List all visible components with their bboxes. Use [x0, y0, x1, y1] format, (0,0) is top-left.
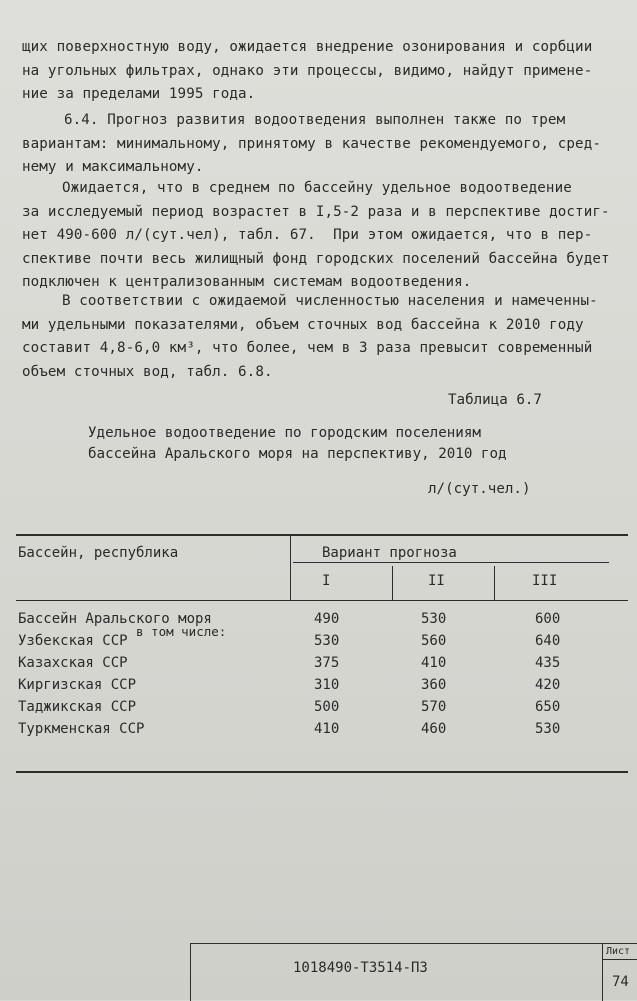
title-block-stamp: [190, 943, 637, 1001]
text-line: нет 490-600 л/(сут.чел), табл. 67. При этом ожидается, что в пер-: [22, 227, 593, 243]
cell-variant-3: 420: [535, 677, 561, 693]
cell-variant-3: 435: [535, 655, 561, 671]
table-row: [18, 611, 618, 633]
row-name: Бассейн Аральского моря: [18, 611, 212, 627]
cell-variant-3: 640: [535, 633, 561, 649]
cell-variant-2: 360: [421, 677, 447, 693]
cell-variant-2: 460: [421, 721, 447, 737]
text-line: за исследуемый период возрастет в I,5-2 раза и в перспективе достиг-: [22, 203, 610, 220]
header-variant-3: III: [532, 573, 558, 589]
text-line: на угольных фильтрах, однако эти процессы, видимо, найдут примене-: [22, 62, 593, 79]
header-variant: Вариант прогноза: [322, 545, 457, 561]
text-line: щих поверхностную воду, ожидается внедрение озонирования и сорбции: [22, 39, 593, 55]
paragraph-wastewater-volume: [22, 290, 622, 384]
row-name: Киргизская ССР: [18, 677, 137, 693]
table-row: [18, 655, 618, 677]
cell-variant-1: 490: [314, 611, 340, 627]
text-line: В соответствии с ожидаемой численностью населения и намеченны-: [62, 293, 598, 309]
text-line: составит 4,8-6,0 км³, что более, чем в 3 раза превысит современный: [22, 340, 593, 356]
text-line: нему и максимальному.: [22, 159, 204, 175]
table-top-rule: [16, 534, 628, 536]
cell-variant-1: 410: [314, 721, 340, 737]
sheet-divider: [603, 959, 637, 960]
cell-variant-3: 530: [535, 721, 561, 737]
column-divider: [494, 566, 495, 600]
text-line: подключен к централизованным системам водоотведения.: [22, 274, 472, 290]
cell-variant-2: 570: [421, 699, 447, 715]
table-header-rule: [16, 600, 628, 601]
cell-variant-2: 560: [421, 633, 447, 649]
cell-variant-1: 375: [314, 655, 340, 671]
cell-variant-1: 500: [314, 699, 340, 715]
document-code: 1018490-Т3514-П3: [293, 960, 428, 976]
table-units: л/(сут.чел.): [428, 481, 531, 497]
cell-variant-1: 310: [314, 677, 340, 693]
table-title-line: бассейна Аральского моря на перспективу, 2010 год: [88, 446, 507, 462]
table-subnote: в том числе:: [136, 624, 227, 639]
variant-header-rule: [293, 562, 609, 563]
table-row: [18, 699, 618, 721]
header-variant-1: I: [322, 573, 331, 589]
paragraph-continuation: [22, 36, 622, 107]
cell-variant-2: 530: [421, 611, 447, 627]
table-label: Таблица 6.7: [448, 392, 542, 408]
sheet-label: Лист: [606, 946, 631, 957]
cell-variant-2: 410: [421, 655, 447, 671]
cell-variant-3: 600: [535, 611, 561, 627]
cell-variant-1: 530: [314, 633, 340, 649]
row-name: Туркменская ССР: [18, 721, 145, 737]
table-row: [18, 721, 618, 743]
row-name: Таджикская ССР: [18, 699, 137, 715]
row-name: Узбекская ССР: [18, 633, 128, 649]
table-title-line: Удельное водоотведение по городским поселениям: [88, 425, 481, 441]
column-divider: [290, 536, 291, 600]
sheet-number: 74: [612, 974, 629, 990]
text-line: 6.4. Прогноз развития водоотведения выполнен также по трем: [64, 112, 566, 128]
text-line: спективе почти весь жилищный фонд городских поселений бассейна будет: [22, 250, 610, 267]
row-name: Казахская ССР: [18, 655, 128, 671]
table-row: [18, 633, 618, 655]
header-variant-2: II: [428, 573, 445, 589]
text-line: объем сточных вод, табл. 6.8.: [22, 363, 273, 380]
text-line: Ожидается, что в среднем по бассейну удельное водоотведение: [62, 180, 572, 196]
column-divider: [392, 566, 393, 600]
sheet-box: [602, 944, 637, 1001]
header-basin: Бассейн, республика: [18, 545, 179, 561]
table-bottom-rule: [16, 771, 628, 773]
table-row: [18, 677, 618, 699]
text-line: ми удельными показателями, объем сточных вод бассейна к 2010 году: [22, 316, 584, 333]
cell-variant-3: 650: [535, 699, 561, 715]
text-line: вариантам: минимальному, принятому в качестве рекомендуемого, сред-: [22, 135, 601, 152]
table-title: [88, 423, 507, 465]
paragraph-forecast: [22, 177, 622, 295]
text-line: ние за пределами 1995 года.: [22, 86, 256, 102]
paragraph-6-4: [22, 109, 622, 180]
